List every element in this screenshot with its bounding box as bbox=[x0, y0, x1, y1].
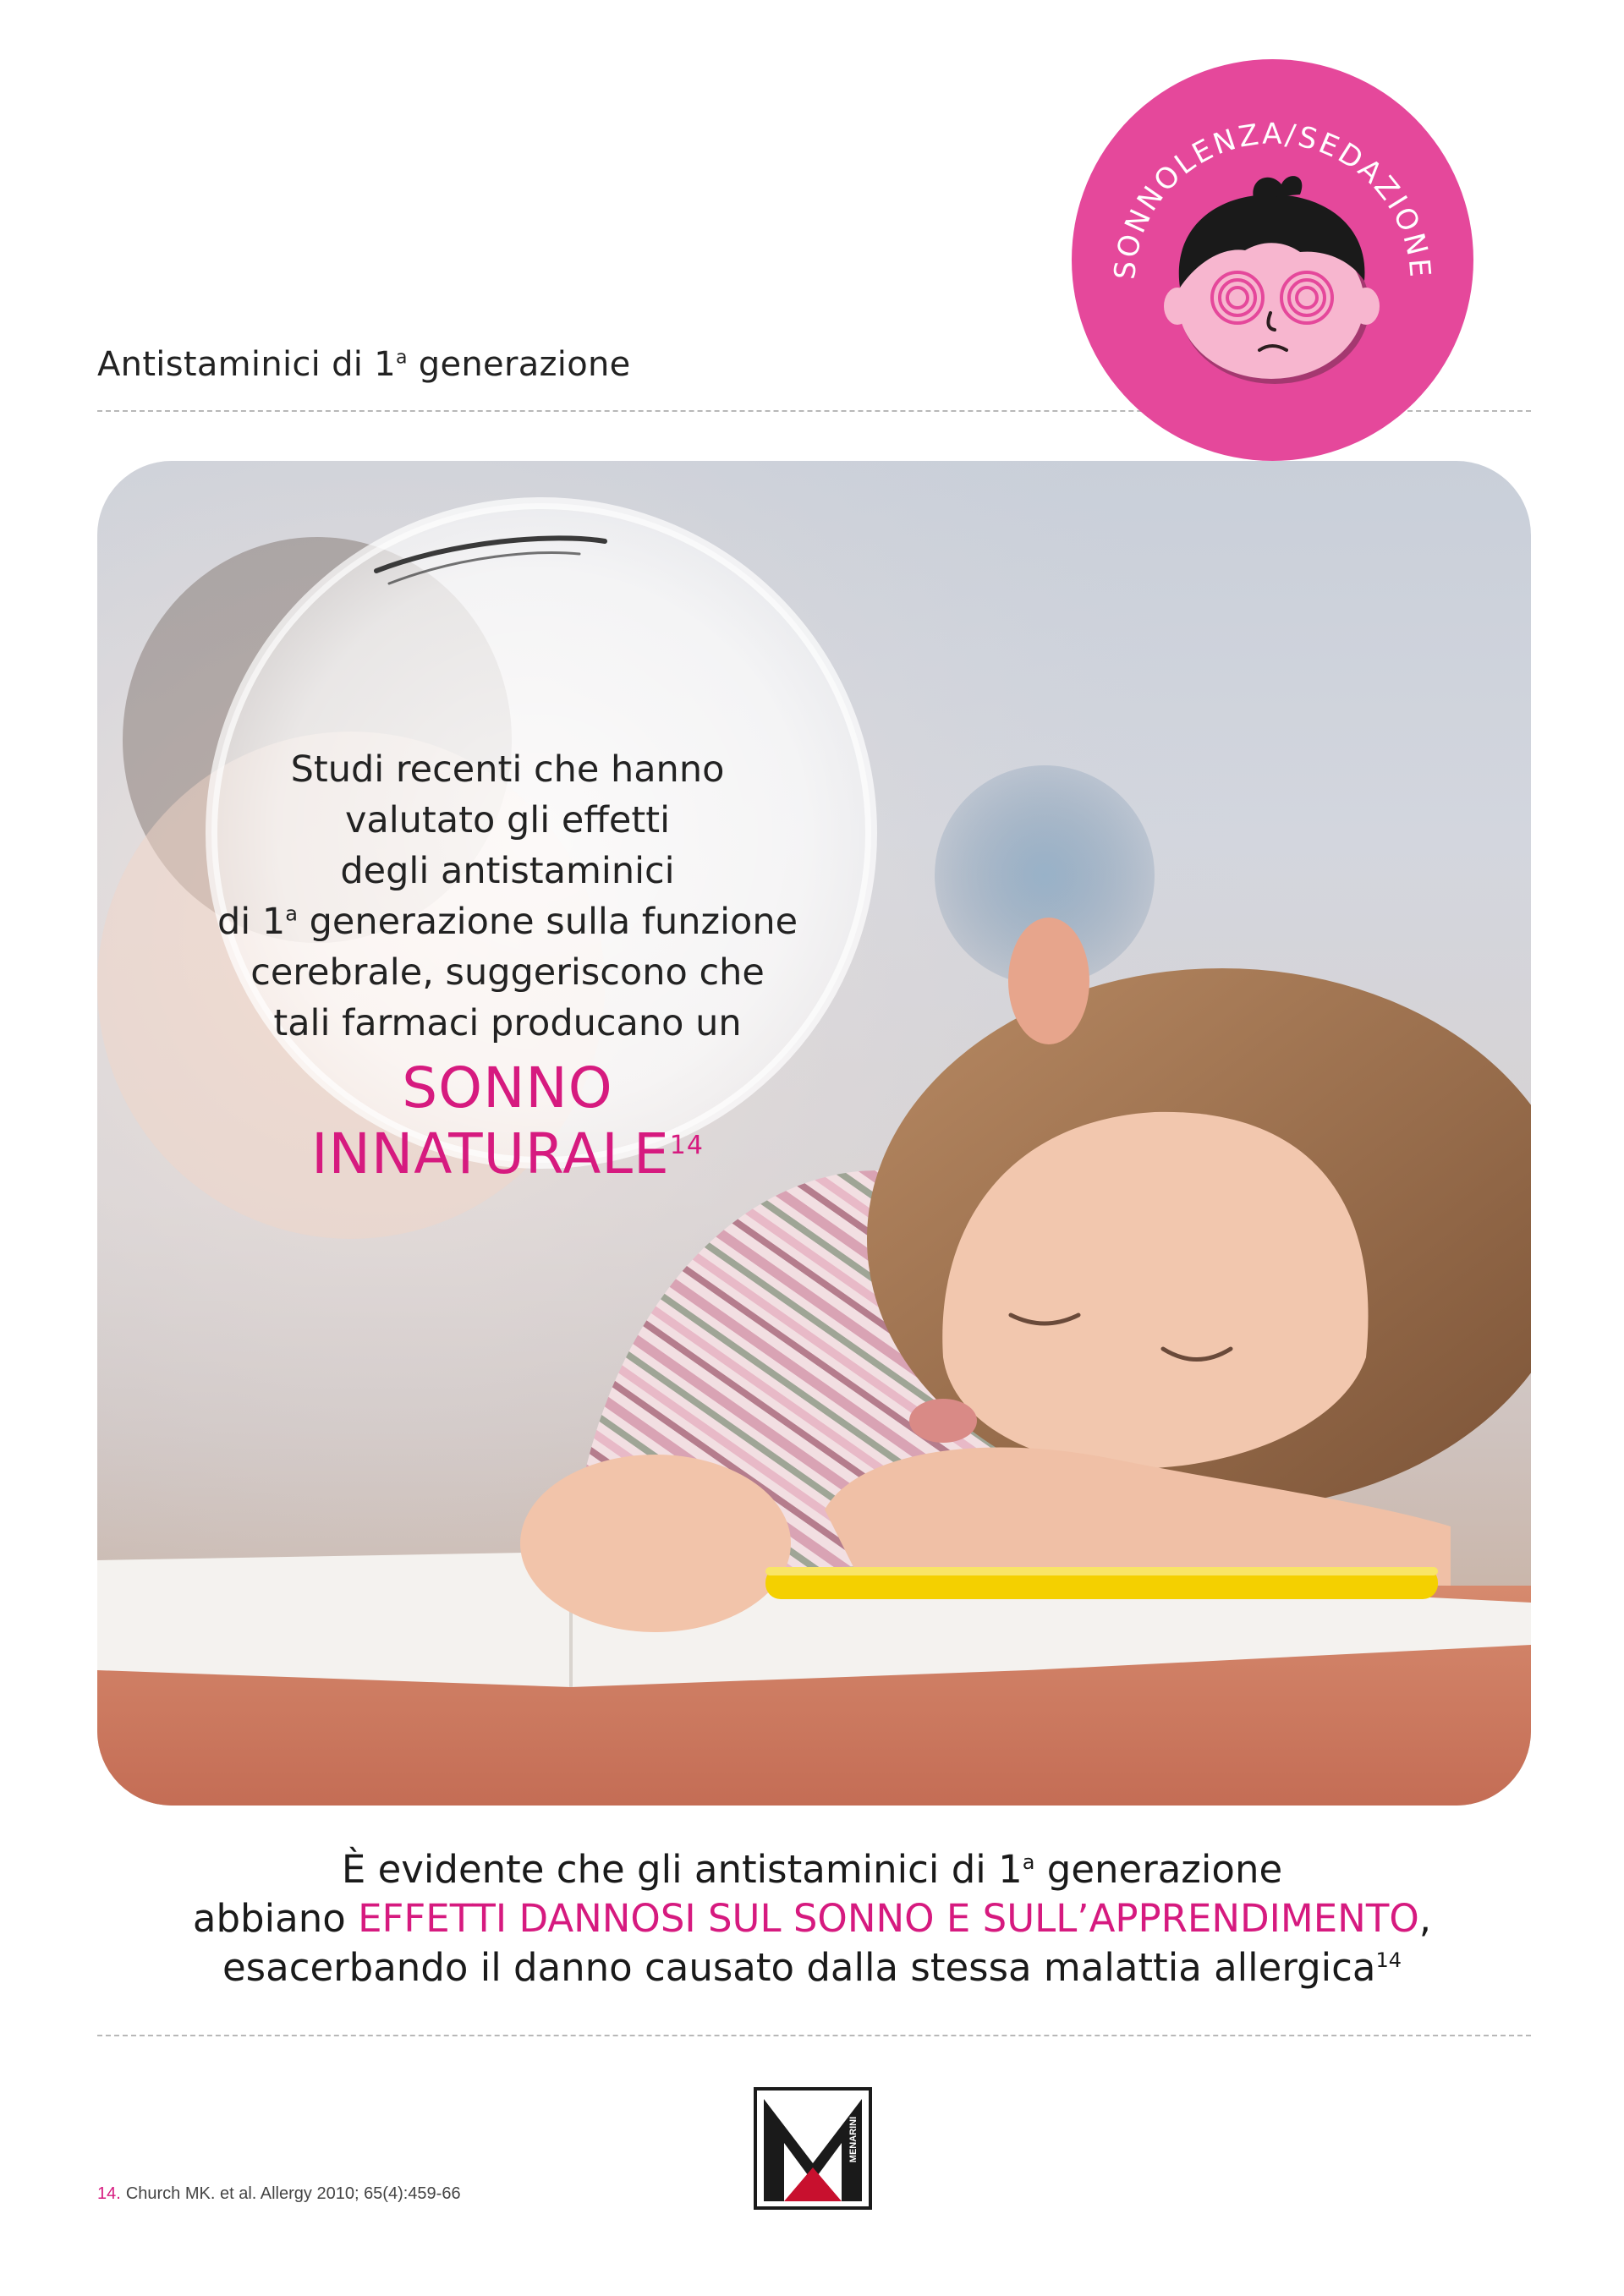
bubble-line-4 bbox=[211, 896, 804, 947]
bubble-highlight-text: SONNO INNATURALE bbox=[311, 1055, 670, 1186]
footnote bbox=[97, 2184, 461, 2204]
bubble-highlight bbox=[211, 1055, 804, 1187]
conclusion-highlight: EFFETTI DANNOSI SUL SONNO E SULL’APPRENDIMENTO bbox=[358, 1896, 1419, 1941]
bubble-line-4-superscript: a bbox=[285, 901, 298, 926]
footnote-number: 14. bbox=[97, 2184, 121, 2203]
bubble-line-1: Studi recenti che hanno bbox=[290, 748, 725, 791]
conclusion-line-1-prefix: È evidente che gli antistaminici di 1 bbox=[341, 1847, 1023, 1892]
badge-label: SONNOLENZA/SEDAZIONE bbox=[1108, 117, 1437, 281]
menarini-m-logo bbox=[754, 2087, 872, 2210]
bubble-text bbox=[211, 744, 804, 1187]
section-title-superscript: a bbox=[395, 347, 408, 369]
conclusion-line-2-suffix: , bbox=[1418, 1896, 1432, 1941]
bubble-line-4-prefix: di 1 bbox=[217, 901, 286, 943]
section-title-text: Antistaminici di 1 bbox=[97, 345, 396, 384]
drowsy-face-icon bbox=[1072, 59, 1473, 461]
conclusion-line-2-prefix: abbiano bbox=[192, 1896, 359, 1941]
bottom-divider bbox=[97, 2035, 1531, 2036]
menarini-logo bbox=[754, 2087, 872, 2210]
bubble-line-5: cerebrale, suggeriscono che bbox=[250, 951, 765, 994]
footnote-text: Church MK. et al. Allergy 2010; 65(4):459-66 bbox=[125, 2184, 461, 2203]
conclusion-line-1 bbox=[0, 1845, 1624, 1894]
conclusion-line-3-text: esacerbando il danno causato dalla stessa malattia allergica bbox=[222, 1945, 1376, 1990]
conclusion-line-1-superscript: a bbox=[1022, 1850, 1035, 1874]
section-title bbox=[97, 345, 631, 384]
bubble-line-3: degli antistaminici bbox=[340, 850, 675, 892]
conclusion-line-2 bbox=[0, 1894, 1624, 1943]
conclusion-reference: 14 bbox=[1375, 1948, 1402, 1972]
logo-brand-text: MENARINI bbox=[848, 2116, 859, 2163]
conclusion-line-3 bbox=[0, 1943, 1624, 1992]
conclusion-line-1-suffix: generazione bbox=[1034, 1847, 1283, 1892]
sedation-badge bbox=[1072, 59, 1473, 461]
bubble-line-4-suffix: generazione sulla funzione bbox=[297, 901, 798, 943]
bubble-line-6: tali farmaci producano un bbox=[273, 1002, 742, 1044]
bubble-reference: 14 bbox=[669, 1131, 704, 1160]
conclusion-text bbox=[0, 1845, 1624, 1992]
section-title-suffix: generazione bbox=[407, 345, 631, 384]
bubble-line-2: valutato gli effetti bbox=[344, 799, 671, 841]
